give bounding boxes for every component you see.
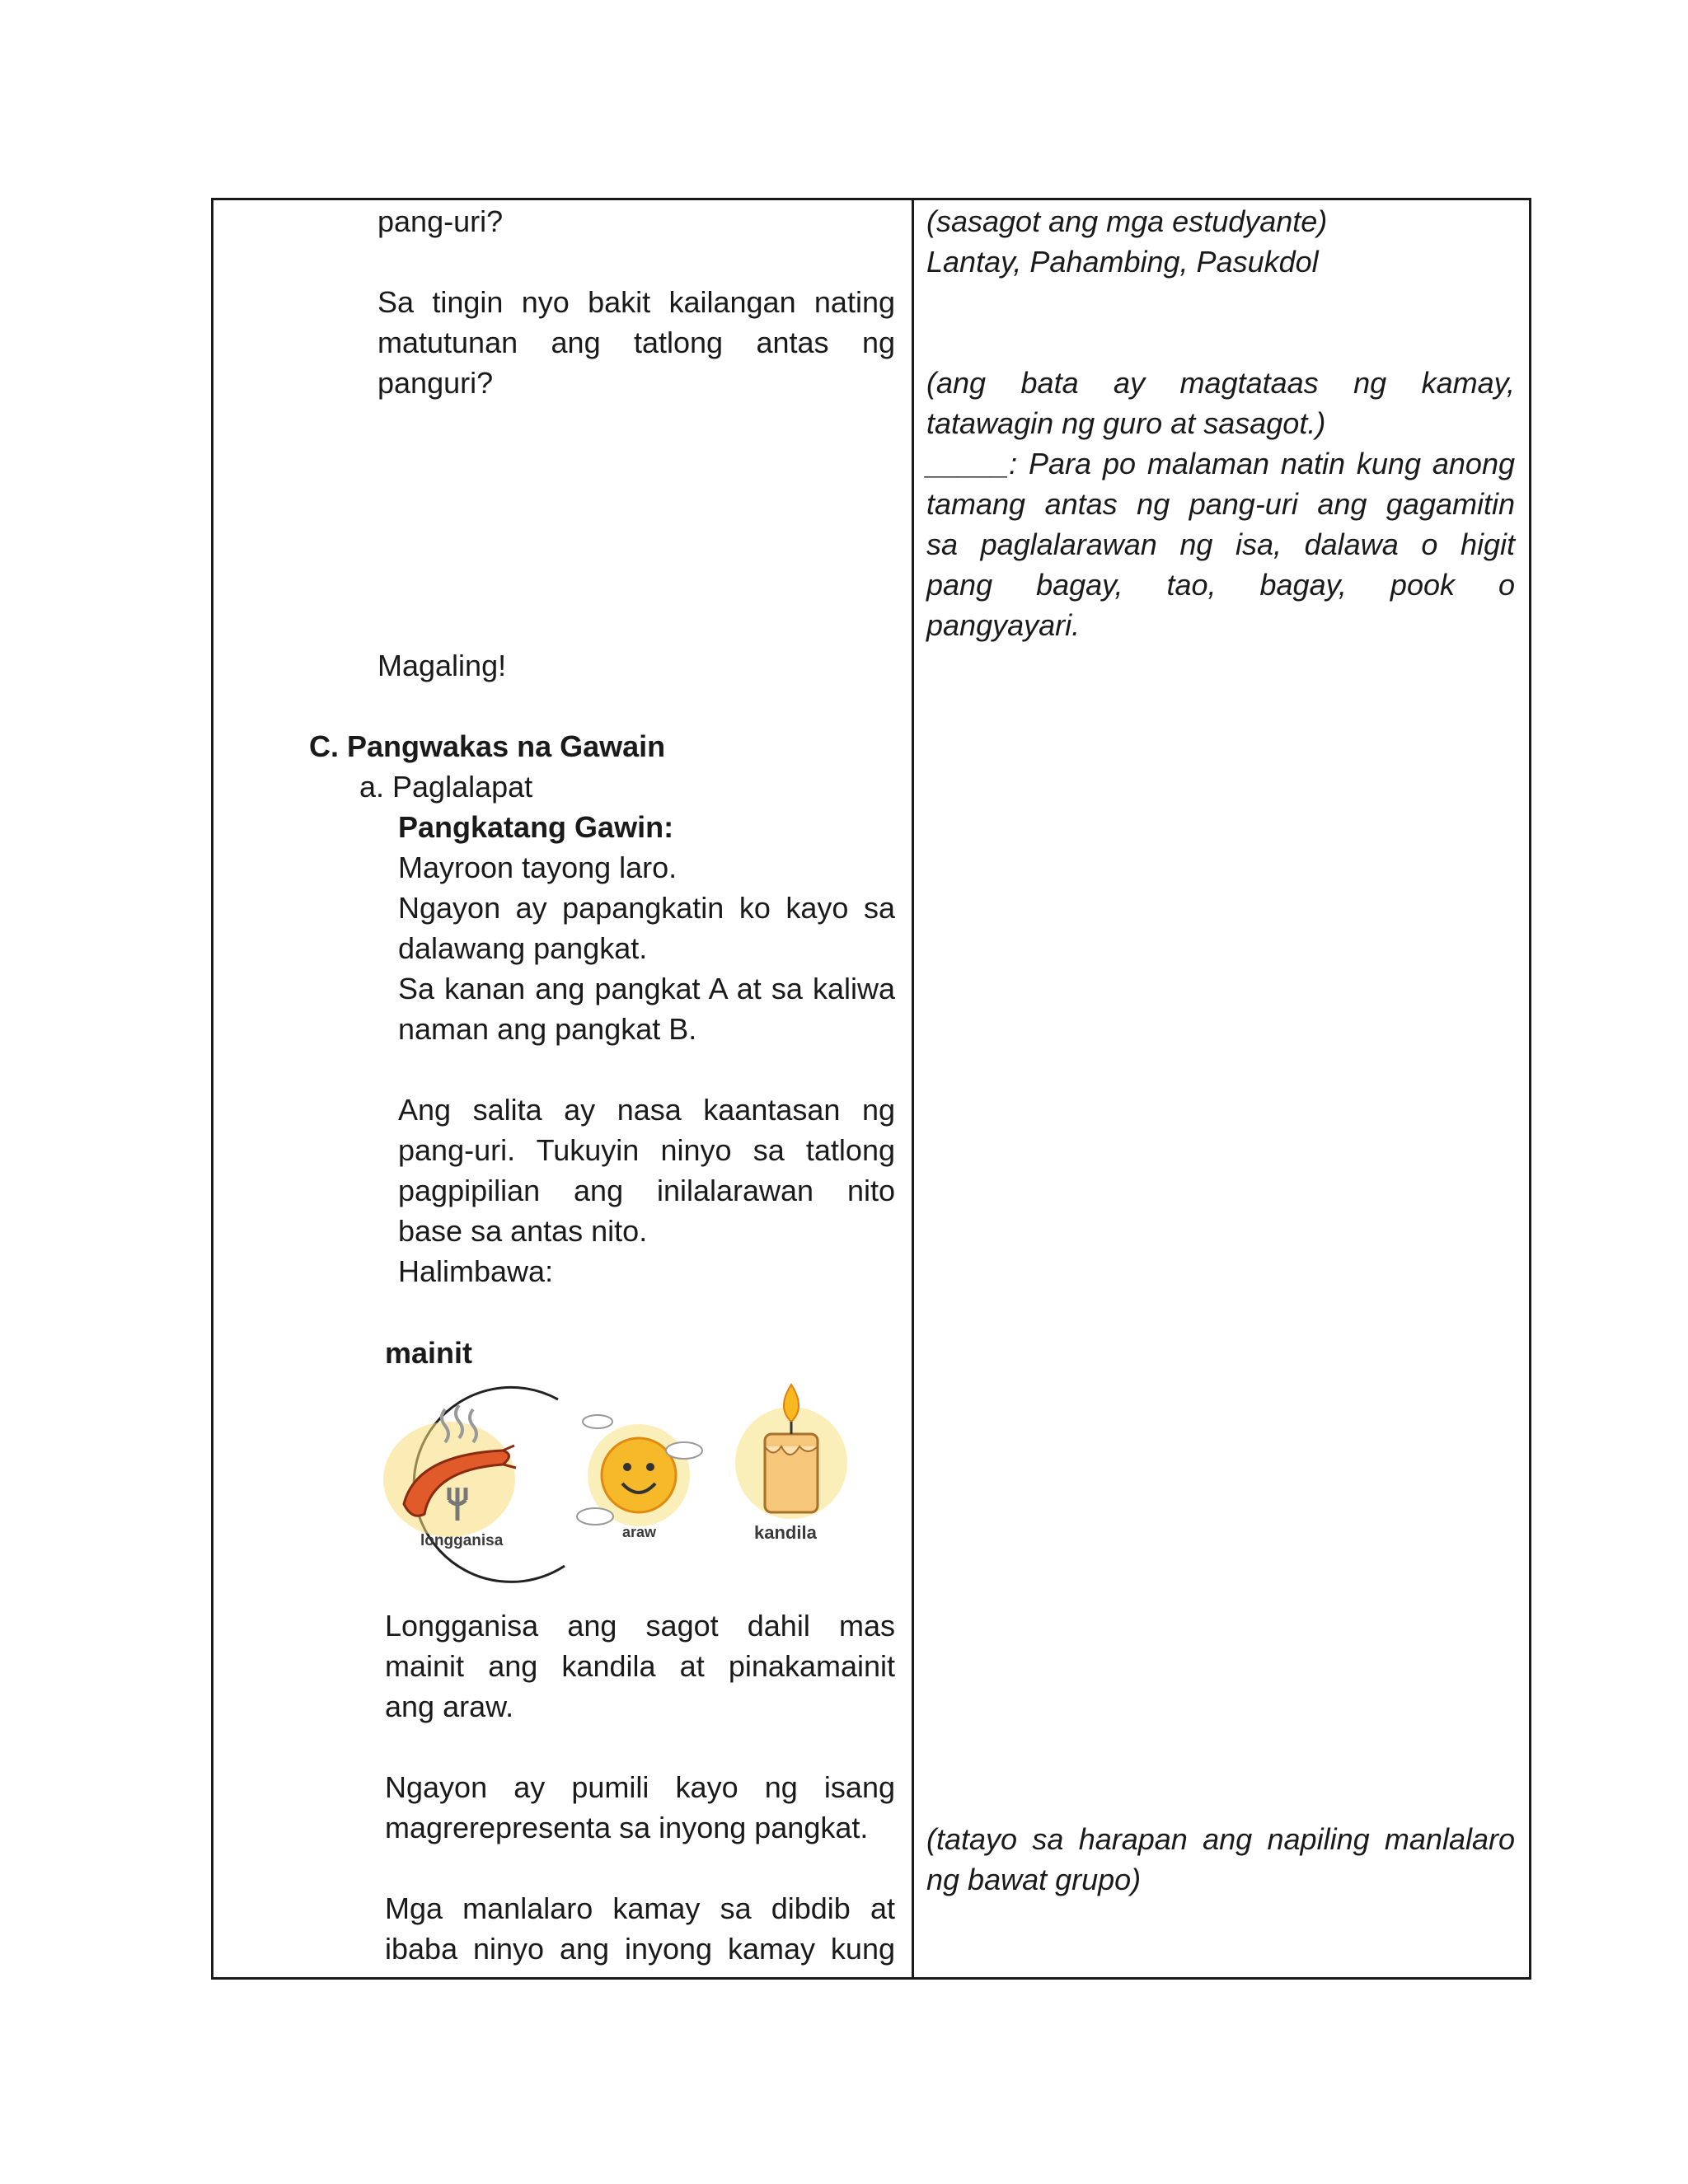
explanation-line-1: _____: Para po malaman natin kung anong xyxy=(926,447,1515,480)
degrees-answer: Lantay, Pahambing, Pasukdol xyxy=(926,245,1319,279)
activity-line-1: Mayroon tayong laro. xyxy=(398,851,678,884)
players-line-1: Mga manlalaro kamay sa dibdib at xyxy=(385,1891,895,1925)
activity-line-5: naman ang pangkat B. xyxy=(398,1012,697,1046)
answer-line-3: ang araw. xyxy=(385,1690,514,1723)
instruction-line-4: base sa antas nito. xyxy=(398,1214,648,1248)
question-line-1: Sa tingin nyo bakit kailangan nating xyxy=(377,285,895,319)
student-response-2-line-2: tatawagin ng guro at sasagot.) xyxy=(926,406,1326,440)
candle-icon xyxy=(735,1385,847,1519)
activity-line-4: Sa kanan ang pangkat A at sa kaliwa xyxy=(398,972,895,1005)
example-illustration xyxy=(367,1372,874,1599)
explanation-line-3: sa paglalarawan ng isa, dalawa o higit xyxy=(926,527,1515,561)
student-response-2-line-1: (ang bata ay magtataas ng kamay, xyxy=(926,366,1515,400)
longganisa-icon xyxy=(383,1405,516,1537)
explanation-line-2: tamang antas ng pang-uri ang gagamitin xyxy=(926,487,1515,521)
stand-response-line-2: ng bawat grupo) xyxy=(926,1863,1142,1896)
example-label: Halimbawa: xyxy=(398,1254,554,1288)
item-a-label: a. Paglalapat xyxy=(359,770,533,804)
araw-label: araw xyxy=(622,1524,657,1540)
left-text-panguri: pang-uri? xyxy=(377,204,504,238)
instruction-line-1: Ang salita ay nasa kaantasan ng xyxy=(398,1093,895,1127)
praise-text: Magaling! xyxy=(377,649,507,682)
group-activity-heading: Pangkatang Gawin: xyxy=(398,810,674,844)
answer-line-2: mainit ang kandila at pinakamainit xyxy=(385,1649,895,1683)
choose-line-2: magrerepresenta sa inyong pangkat. xyxy=(385,1811,869,1844)
activity-line-3: dalawang pangkat. xyxy=(398,931,648,965)
sun-icon xyxy=(577,1415,702,1526)
explanation-line-5: pangyayari. xyxy=(926,608,1081,642)
instruction-line-3: pagpipilian ang inilalarawan nito xyxy=(398,1174,895,1207)
players-line-2: ibaba ninyo ang inyong kamay kung xyxy=(385,1932,895,1966)
instruction-line-2: pang-uri. Tukuyin ninyo sa tatlong xyxy=(398,1133,895,1167)
question-line-2: matutunan ang tatlong antas ng xyxy=(377,326,895,359)
example-word: mainit xyxy=(385,1336,473,1370)
column-divider xyxy=(912,200,914,1977)
explanation-line-4: pang bagay, tao, bagay, pook o xyxy=(926,568,1515,602)
longganisa-label: longganisa xyxy=(420,1532,504,1549)
question-line-3: panguri? xyxy=(377,366,494,400)
answer-line-1: Longganisa ang sagot dahil mas xyxy=(385,1609,895,1643)
activity-line-2: Ngayon ay papangkatin ko kayo sa xyxy=(398,891,895,925)
kandila-label: kandila xyxy=(754,1522,817,1543)
section-heading-c: C. Pangwakas na Gawain xyxy=(309,729,666,763)
stand-response-line-1: (tatayo sa harapan ang napiling manlalaro xyxy=(926,1822,1515,1856)
student-response-1: (sasagot ang mga estudyante) xyxy=(926,204,1328,238)
choose-line-1: Ngayon ay pumili kayo ng isang xyxy=(385,1770,895,1804)
